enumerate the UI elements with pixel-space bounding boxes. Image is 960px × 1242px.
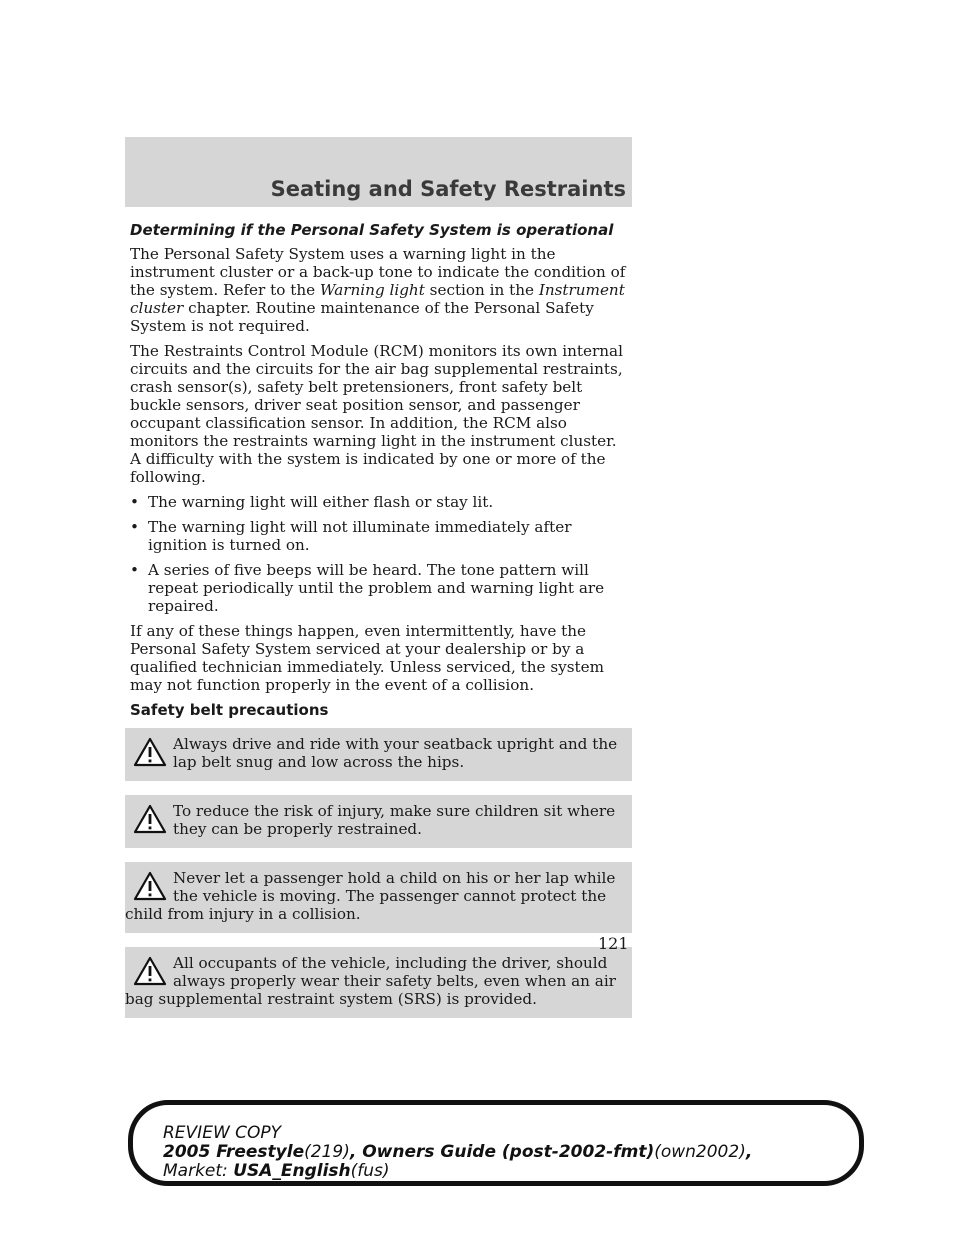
ref-instrument-cluster: Instrument cluster [130, 281, 625, 317]
bullet-icon: • [130, 518, 139, 536]
bullet-icon: • [130, 561, 139, 579]
chapter-title: Seating and Safety Restraints [270, 177, 626, 201]
warning-text: Never let a passenger hold a child on his or her lap while the vehicle is moving. The passenger cannot protect the child from injury in a collision. [125, 869, 616, 923]
warning-box [125, 728, 632, 781]
review-line-3: Market: USA_English(fus) [163, 1161, 390, 1181]
bullet-icon: • [130, 493, 139, 511]
review-line-2: 2005 Freestyle(219), Owners Guide (post-2002-fmt)(own2002), [163, 1142, 753, 1162]
warning-box [125, 862, 632, 933]
ref-warning-light: Warning light [319, 281, 425, 299]
page-content [125, 221, 630, 1032]
warning-box [125, 795, 632, 848]
warning-triangle-icon [133, 804, 167, 834]
warning-text: All occupants of the vehicle, including the driver, should always properly wear their safety belts, even when an air bag supplemental restraint system (SRS) is provided. [125, 954, 616, 1008]
section-heading-operational: Determining if the Personal Safety System is operational [130, 221, 614, 239]
warning-box [125, 947, 632, 1018]
warning-text: Always drive and ride with your seatback upright and the lap belt snug and low across the hips. [173, 735, 618, 771]
warning-triangle-icon [133, 737, 167, 767]
list-item: • The warning light will not illuminate immediately after ignition is turned on. [130, 518, 572, 554]
chapter-header [125, 137, 632, 207]
symptom-list [130, 493, 630, 615]
list-item: • A series of five beeps will be heard. The tone pattern will repeat periodically until the problem and warning light are repaired. [130, 561, 605, 615]
warning-triangle-icon [133, 871, 167, 901]
warning-triangle-icon [133, 956, 167, 986]
review-copy-stamp [163, 1124, 752, 1181]
paragraph-intro: The Personal Safety System uses a warning light in the instrument cluster or a back-up tone to indicate the condition of the system. Refer to the Warning light section in the Instrument cluster chapter. Routine maintenance of the Personal Safety System is not required. [130, 245, 626, 335]
warning-text: To reduce the risk of injury, make sure children sit where they can be properly restrained. [173, 802, 616, 838]
paragraph-rcm: The Restraints Control Module (RCM) monitors its own internal circuits and the circuits for the air bag supplemental restraints, crash sensor(s), safety belt pretensioners, front safety belt buckle sensors, driver seat position sensor, and passenger occupant classification sensor. In addition, the RCM also monitors the restraints warning light in the instrument cluster. A difficulty with the system is indicated by one or more of the following. [130, 342, 623, 486]
paragraph-service: If any of these things happen, even intermittently, have the Personal Safety System serviced at your dealership or by a qualified technician immediately. Unless serviced, the system may not function properly in the event of a collision. [130, 622, 604, 694]
review-line-1: REVIEW COPY [163, 1123, 282, 1143]
list-item: • The warning light will either flash or stay lit. [130, 493, 494, 511]
section-heading-precautions: Safety belt precautions [130, 701, 329, 719]
page-number: 121 [598, 934, 629, 953]
